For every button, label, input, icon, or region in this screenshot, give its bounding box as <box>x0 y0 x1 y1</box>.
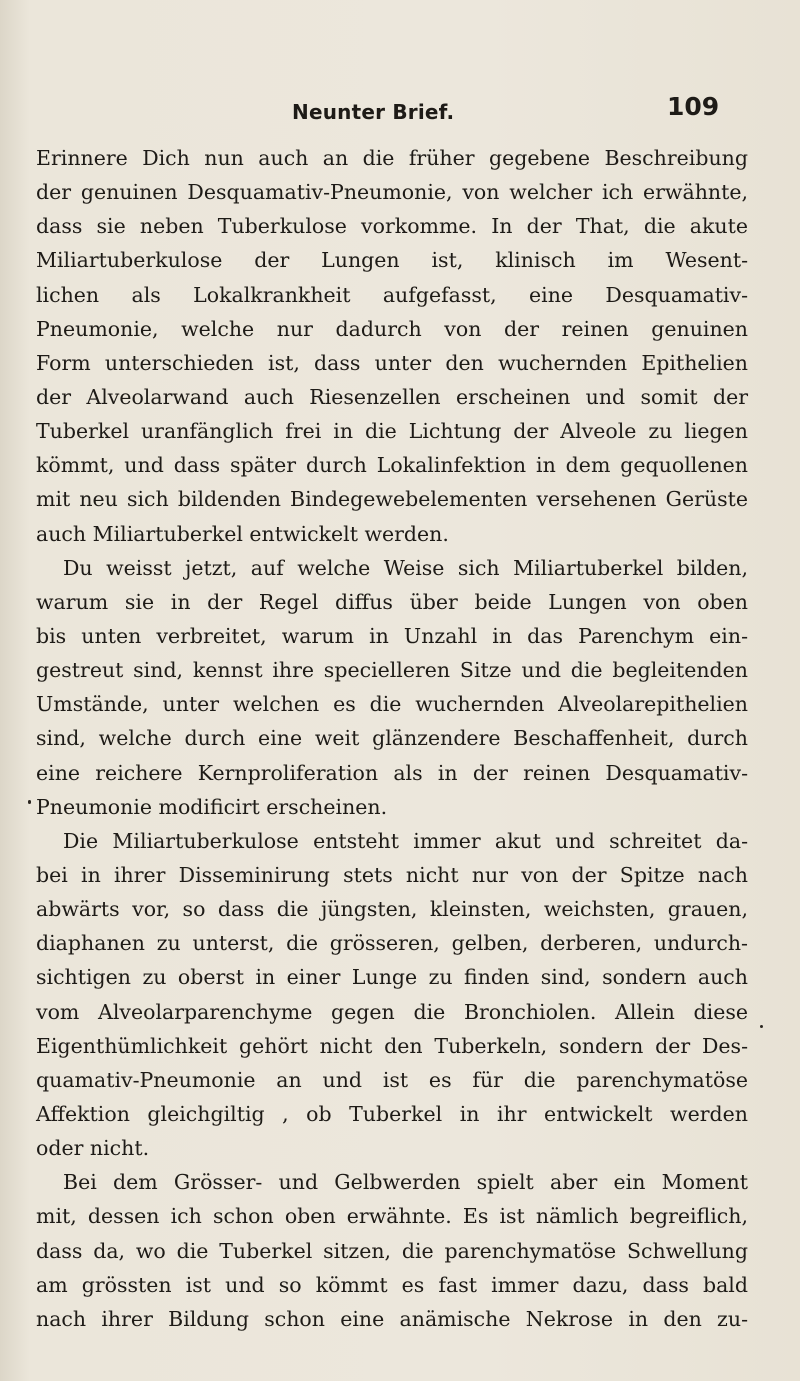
text-line: Affektion gleichgiltig , ob Tuberkel in ihr entwickelt werden <box>36 1101 748 1126</box>
margin-speck <box>760 1025 763 1028</box>
text-line: vom Alveolarparenchyme gegen die Bronchiolen. Allein diese <box>36 999 748 1024</box>
text-line: sind, welche durch eine weit glänzendere Beschaffenheit, durch <box>36 726 748 751</box>
text-line: dass sie neben Tuberkulose vorkomme. In der That, die akute <box>36 214 748 239</box>
margin-speck <box>28 800 31 804</box>
text-line: gestreut sind, kennst ihre specielleren Sitze und die begleitenden <box>36 658 748 683</box>
running-title: Neunter Brief. <box>292 100 455 124</box>
text-line: bis unten verbreitet, warum in Unzahl in das Parenchym ein- <box>36 623 748 648</box>
page-header <box>0 92 800 132</box>
text-line: der genuinen Desquamativ-Pneumonie, von welcher ich erwähnte, <box>36 180 748 205</box>
text-line: Form unterschieden ist, dass unter den wuchernden Epithelien <box>36 350 748 375</box>
text-line: mit, dessen ich schon oben erwähnte. Es ist nämlich begreiflich, <box>36 1204 748 1229</box>
text-line: Eigenthümlichkeit gehört nicht den Tuberkeln, sondern der Des- <box>36 1033 748 1058</box>
text-line: auch Miliartuberkel entwickelt werden. <box>36 521 449 546</box>
text-line: am grössten ist und so kömmt es fast immer dazu, dass bald <box>36 1272 748 1297</box>
text-line: mit neu sich bildenden Bindegewebelementen versehenen Gerüste <box>36 487 748 512</box>
text-line: bei in ihrer Disseminirung stets nicht nur von der Spitze nach <box>36 862 748 887</box>
text-line: Erinnere Dich nun auch an die früher gegebene Beschreibung <box>36 146 748 170</box>
text-line: Miliartuberkulose der Lungen ist, klinisch im Wesent- <box>36 248 748 273</box>
text-line: diaphanen zu unterst, die grösseren, gelben, derberen, undurch- <box>36 931 748 956</box>
body-text <box>36 141 748 1336</box>
text-line: Pneumonie, welche nur dadurch von der reinen genuinen <box>36 316 748 341</box>
text-line: nach ihrer Bildung schon eine anämische Nekrose in den zu- <box>36 1306 748 1331</box>
text-line: dass da, wo die Tuberkel sitzen, die parenchymatöse Schwellung <box>36 1238 748 1263</box>
page-number: 109 <box>667 92 720 121</box>
text-line: abwärts vor, so dass die jüngsten, kleinsten, weichsten, grauen, <box>36 897 748 922</box>
text-line: Bei dem Grösser- und Gelbwerden spielt aber ein Moment <box>63 1170 748 1195</box>
text-line: Die Miliartuberkulose entsteht immer akut und schreitet da- <box>63 828 748 853</box>
text-line: Tuberkel uranfänglich frei in die Lichtung der Alveole zu liegen <box>36 419 748 444</box>
text-line: Umstände, unter welchen es die wuchernden Alveolarepithelien <box>36 692 748 717</box>
text-line: sichtigen zu oberst in einer Lunge zu finden sind, sondern auch <box>36 965 748 990</box>
text-line: Du weisst jetzt, auf welche Weise sich Miliartuberkel bilden, <box>63 555 748 580</box>
text-line: Pneumonie modificirt erscheinen. <box>36 794 388 819</box>
text-line: oder nicht. <box>36 1136 150 1161</box>
text-line: eine reichere Kernproliferation als in der reinen Desquamativ- <box>36 760 748 785</box>
text-line: warum sie in der Regel diffus über beide Lungen von oben <box>36 589 748 614</box>
text-line: kömmt, und dass später durch Lokalinfektion in dem gequollenen <box>36 453 748 478</box>
text-line: der Alveolarwand auch Riesenzellen erscheinen und somit der <box>36 384 748 409</box>
text-line: quamativ-Pneumonie an und ist es für die parenchymatöse <box>36 1067 748 1092</box>
text-line: lichen als Lokalkrankheit aufgefasst, eine Desquamativ- <box>36 282 748 307</box>
